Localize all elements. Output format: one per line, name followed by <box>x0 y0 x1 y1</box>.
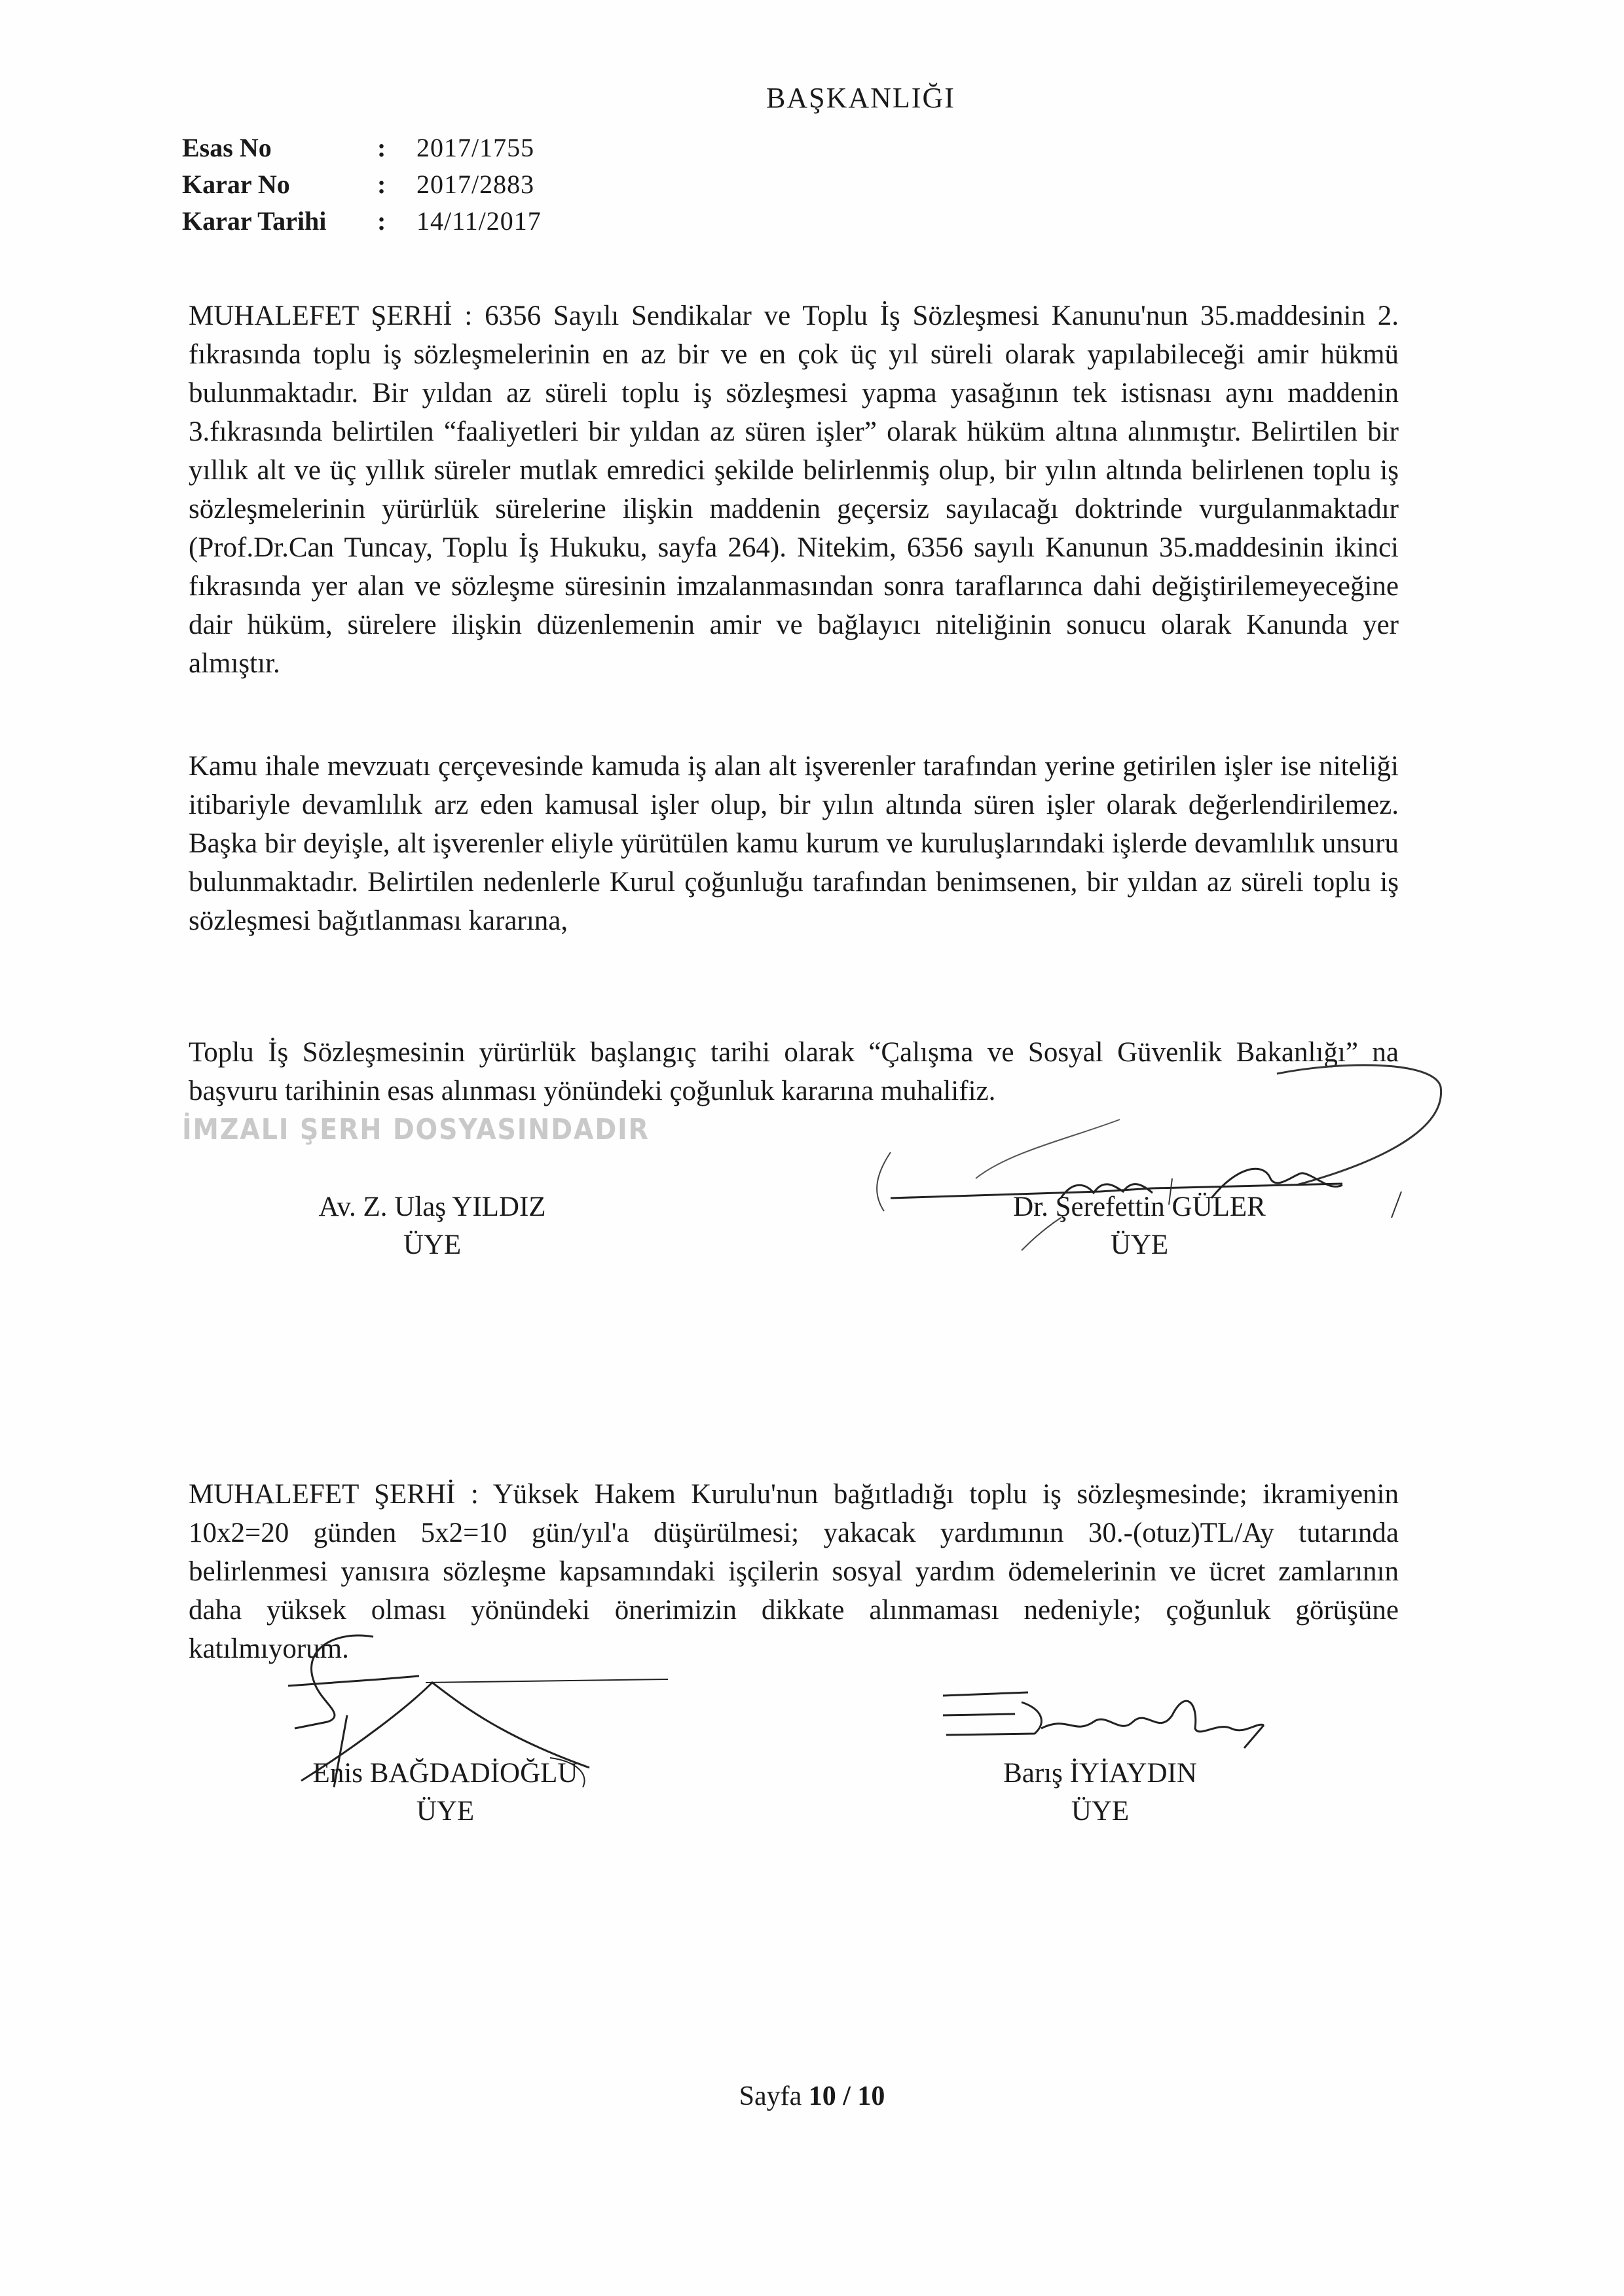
meta-value: 14/11/2017 <box>416 206 542 236</box>
page-number-current: 10 <box>808 2081 836 2111</box>
signatory-role: ÜYE <box>1071 1796 1130 1827</box>
page-number-prefix: Sayfa <box>739 2081 802 2111</box>
signature-scribble-iyiaydin <box>936 1676 1303 1768</box>
dissent-paragraph-3: Toplu İş Sözleşmesinin yürürlük başlangıç tarihi olarak “Çalışma ve Sosyal Güvenlik Bakanlığı” na başvuru tarihinin esas alınması yönündeki çoğunluk kararına muhalifiz. <box>189 1037 1399 1106</box>
signatory-name: Barış İYİAYDIN <box>1003 1758 1197 1789</box>
signatory-name: Dr. Şerefettin GÜLER <box>1013 1192 1266 1222</box>
signatory-role: ÜYE <box>403 1230 462 1260</box>
signatory-role: ÜYE <box>416 1796 475 1827</box>
meta-label: Esas No <box>182 133 272 162</box>
meta-colon: : <box>377 206 386 236</box>
meta-row-karar <box>182 166 542 203</box>
dissent-paragraph-1: MUHALEFET ŞERHİ : 6356 Sayılı Sendikalar ve Toplu İş Sözleşmesi Kanunu'nun 35.maddesinin 2. fıkrasında toplu iş sözleşmelerinin en az bir ve en çok üç yıl süreli olarak yapılabileceği amir hükmü bulunmaktadır. Bir yıldan az süreli toplu iş sözleşmesi yapma yasağının tek istisnası aynı maddenin 3.fıkrasında belirtilen “faaliyetleri bir yıldan az süren işler” olarak hüküm altına alınmıştır. Belirtilen bir yıllık alt ve üç yıllık süreler mutlak emredici şekilde belirlenmiş olup, bir yılın altında belirlenen toplu iş sözleşmelerinin yürürlük sürelerine ilişkin maddenin geçersiz sayılacağı doktrinde vurgulanmaktadır (Prof.Dr.Can Tuncay, Toplu İş Hukuku, sayfa 264). Nitekim, 6356 sayılı Kanunun 35.maddesinin ikinci fıkrasında yer alan ve sözleşme süresinin imzalanmasından sonra taraflarınca dahi değiştirilemeyeceğine dair hüküm, sürelere ilişkin düzenlemenin amir ve bağlayıcı niteliğinin sonucu olarak Kanunda yer almıştır. <box>189 301 1399 679</box>
cut-off-heading <box>766 82 955 115</box>
cut-off-heading-text: BAŞKANLIĞI <box>766 82 955 114</box>
meta-row-esas <box>182 130 542 166</box>
signatory-name: Av. Z. Ulaş YILDIZ <box>318 1192 546 1222</box>
signatory-name: Enis BAĞDADİOĞLU <box>312 1758 578 1789</box>
dissent-paragraph-4: MUHALEFET ŞERHİ : Yüksek Hakem Kurulu'nun bağıtladığı toplu iş sözleşmesinde; ikramiyenin 10x2=20 günden 5x2=10 gün/yıl'a düşürülmesi; yakacak yardımının 30.-(otuz)TL/Ay tutarında belirlenmesi yanısıra sözleşme kapsamındaki işçilerin sosyal yardım ödemelerinin ve ücret zamlarının daha yüksek olması yönündeki önerimizin dikkate alınmaması nedeniyle; çoğunluk görüşüne katılmıyorum. <box>189 1479 1399 1664</box>
meta-label: Karar Tarihi <box>182 206 327 236</box>
meta-row-karar-tarihi <box>182 203 542 240</box>
meta-colon: : <box>377 170 386 199</box>
signature-block-yildiz <box>275 1188 589 1264</box>
page-number-total: 10 <box>857 2081 885 2111</box>
meta-colon: : <box>377 133 386 162</box>
signature-block-iyiaydin <box>943 1755 1257 1831</box>
signature-block-guler <box>969 1188 1310 1264</box>
meta-value: 2017/1755 <box>416 133 535 162</box>
meta-label: Karar No <box>182 170 290 199</box>
page-number-separator: / <box>843 2081 851 2111</box>
signatory-role: ÜYE <box>1110 1230 1169 1260</box>
meta-value: 2017/2883 <box>416 170 535 199</box>
signature-block-bagdadioglu <box>288 1755 602 1831</box>
case-meta <box>182 130 542 240</box>
dissent-paragraph-2: Kamu ihale mevzuatı çerçevesinde kamuda iş alan alt işverenler tarafından yerine getirilen işler ise niteliği itibariyle devamlılık arz eden kamusal işler olup, bir yılın altında süren işler olarak değerlendirilemez. Başka bir deyişle, alt işverenler eliyle yürütülen kamu kurum ve kuruluşlarındaki işlerde devamlılık unsuru bulunmaktadır. Belirtilen nedenlerle Kurul çoğunluğu tarafından benimsenen, bir yıldan az süreli toplu iş sözleşmesi bağıtlanması kararına, <box>189 751 1399 936</box>
page-number <box>0 2081 1624 2112</box>
signed-copy-stamp: İMZALI ŞERH DOSYASINDADIR <box>182 1113 650 1146</box>
